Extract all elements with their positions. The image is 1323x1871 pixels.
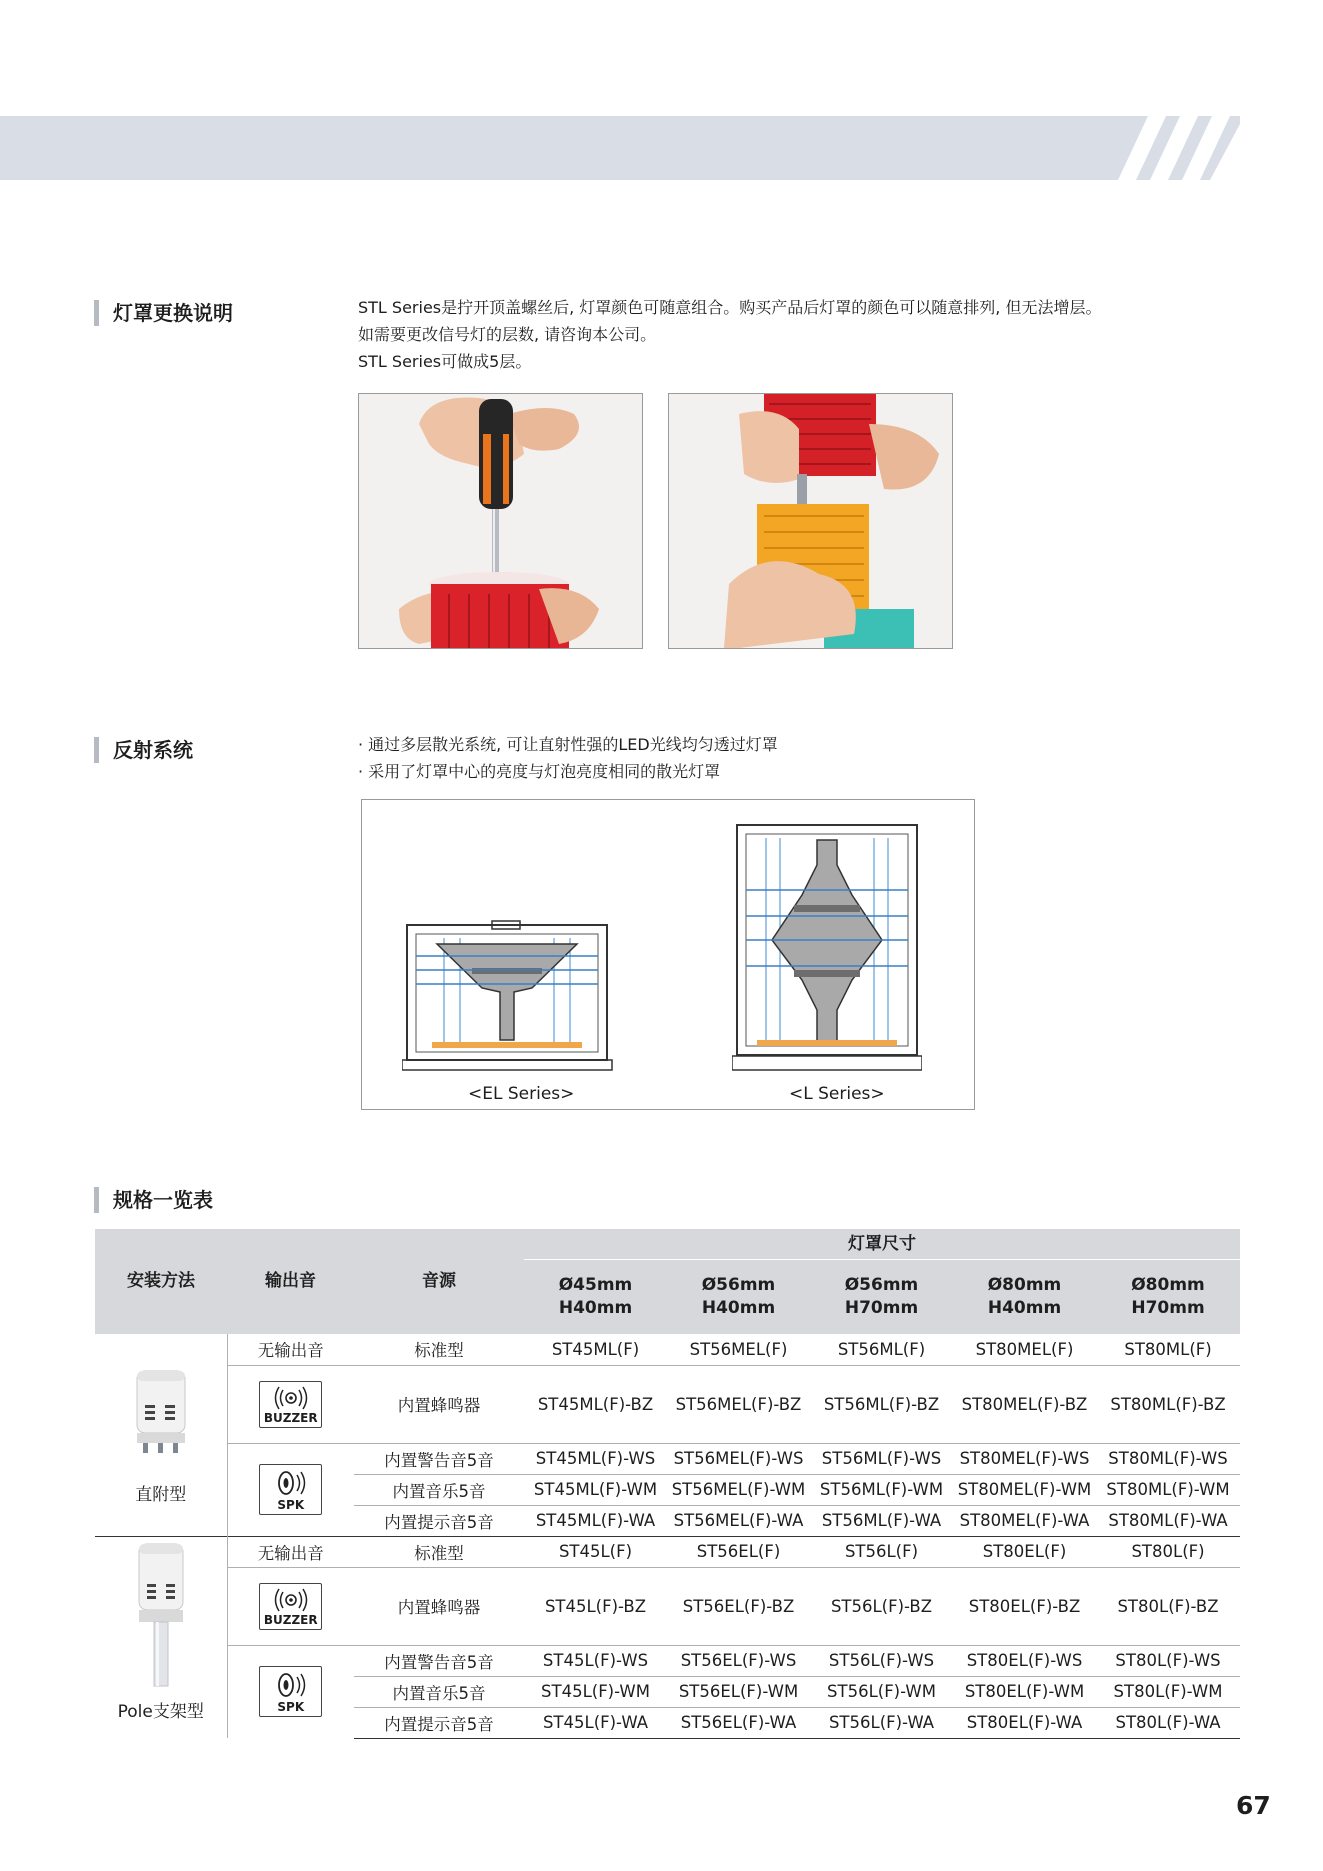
model-cell: ST80MEL(F) [975, 1339, 1074, 1359]
header-dim: Ø80mm H40mm [953, 1260, 1096, 1335]
model-cell: ST80L(F)-WA [1096, 1707, 1240, 1738]
model-cell: ST80EL(F) [953, 1536, 1096, 1567]
mount-label-direct: 直附型 [135, 1485, 187, 1505]
model-cell: ST45ML(F)-BZ [524, 1365, 667, 1443]
model-cell: ST80EL(F)-WS [953, 1645, 1096, 1676]
output-spk-cell [227, 1645, 354, 1738]
spec-table [95, 1229, 1240, 1739]
model-cell: ST56EL(F)-WM [667, 1676, 810, 1707]
model-cell: ST80MEL(F)-WM [953, 1474, 1096, 1505]
table-row [95, 1567, 1240, 1645]
description-line: STL Series可做成5层。 [358, 352, 532, 371]
bullet-line: · 采用了灯罩中心的亮度与灯泡亮度相同的散光灯罩 [358, 762, 721, 781]
model-cell: ST45L(F)-WS [524, 1645, 667, 1676]
model-cell: ST80MEL(F)-BZ [953, 1365, 1096, 1443]
source-cell: 内置蜂鸣器 [354, 1567, 524, 1645]
header-lens-size: 灯罩尺寸 [524, 1229, 1240, 1260]
model-cell: ST80EL(F)-WM [953, 1676, 1096, 1707]
section-title-spec-list: 规格一览表 [94, 1187, 213, 1213]
model-cell: ST56MEL(F)-WS [667, 1443, 810, 1474]
spk-badge-label: SPK [277, 1498, 305, 1512]
source-cell: 内置音乐5音 [354, 1676, 524, 1707]
model-cell: ST45ML(F) [551, 1339, 640, 1359]
model-cell: ST80ML(F)-WS [1096, 1443, 1240, 1474]
l-series-caption: <L Series> [789, 1084, 885, 1104]
buzzer-badge [259, 1381, 322, 1428]
reflection-system-bullets [358, 731, 778, 785]
model-cell: ST45L(F)-WA [524, 1707, 667, 1738]
mount-cell-pole [95, 1536, 227, 1738]
description-line: 如需要更改信号灯的层数, 请咨询本公司。 [358, 325, 657, 344]
header-dim: Ø80mm H70mm [1096, 1260, 1240, 1335]
table-row [95, 1334, 1240, 1365]
speaker-icon [266, 1670, 316, 1700]
el-series-caption: <EL Series> [468, 1084, 575, 1104]
model-cell: ST80MEL(F)-WA [953, 1505, 1096, 1536]
output-none: 无输出音 [227, 1536, 354, 1567]
header-mount: 安装方法 [95, 1229, 227, 1334]
l-series-diagram [732, 820, 922, 1078]
model-cell: ST45ML(F)-WA [524, 1505, 667, 1536]
bullet-line: · 通过多层散光系统, 可让直射性强的LED光线均匀透过灯罩 [358, 735, 778, 754]
model-cell: ST45ML(F)-WS [524, 1443, 667, 1474]
model-cell: ST56ML(F)-WA [810, 1505, 953, 1536]
model-cell: ST45L(F)-BZ [524, 1567, 667, 1645]
model-cell: ST56L(F)-WA [810, 1707, 953, 1738]
model-cell: ST45ML(F)-WM [524, 1474, 667, 1505]
model-cell: ST56L(F)-WS [810, 1645, 953, 1676]
spk-badge [259, 1666, 322, 1717]
reflection-diagram-panel [361, 799, 975, 1110]
header-dim: Ø45mm H40mm [524, 1260, 667, 1335]
source-cell: 内置警告音5音 [354, 1645, 524, 1676]
model-cell: ST56EL(F)-WS [667, 1645, 810, 1676]
table-row [95, 1645, 1240, 1676]
model-cell: ST80ML(F)-WM [1096, 1474, 1240, 1505]
model-cell: ST80ML(F) [1124, 1339, 1212, 1359]
output-buzzer-cell [227, 1567, 354, 1645]
direct-mount-icon [131, 1369, 191, 1464]
source-cell: 内置警告音5音 [354, 1443, 524, 1474]
model-cell: ST56L(F)-BZ [810, 1567, 953, 1645]
source-cell: 标准型 [354, 1536, 524, 1567]
section-title-reflection-system: 反射系统 [94, 737, 193, 763]
source-cell: 内置蜂鸣器 [354, 1365, 524, 1443]
source-cell: 内置提示音5音 [354, 1707, 524, 1738]
model-cell: ST80L(F)-BZ [1096, 1567, 1240, 1645]
output-none: 无输出音 [227, 1334, 354, 1365]
model-cell: ST80EL(F)-BZ [953, 1567, 1096, 1645]
mount-label-pole: Pole支架型 [117, 1701, 204, 1722]
model-cell: ST56MEL(F)-WA [667, 1505, 810, 1536]
source-cell: 内置提示音5音 [354, 1505, 524, 1536]
speaker-icon [266, 1468, 316, 1498]
model-cell: ST45L(F)-WM [524, 1676, 667, 1707]
description-line: STL Series是拧开顶盖螺丝后, 灯罩颜色可随意组合。购买产品后灯罩的颜色可以随意排列, 但无法增层。 [358, 298, 1102, 317]
model-cell: ST56MEL(F) [689, 1339, 788, 1359]
model-cell: ST80MEL(F)-WS [953, 1443, 1096, 1474]
table-row [95, 1365, 1240, 1443]
header-dim: Ø56mm H40mm [667, 1260, 810, 1335]
buzzer-badge-label: BUZZER [263, 1612, 318, 1627]
model-cell: ST56L(F)-WM [810, 1676, 953, 1707]
photo-separate-lens-units [668, 393, 953, 649]
header-source: 音源 [354, 1229, 524, 1334]
page-number: 67 [1236, 1791, 1271, 1820]
buzzer-badge-label: BUZZER [263, 1410, 318, 1425]
model-cell: ST80L(F)-WS [1096, 1645, 1240, 1676]
model-cell: ST56EL(F)-WA [667, 1707, 810, 1738]
model-cell: ST56L(F) [810, 1536, 953, 1567]
pole-mount-icon [131, 1542, 191, 1687]
model-cell: ST56MEL(F)-WM [667, 1474, 810, 1505]
model-cell: ST80L(F) [1096, 1536, 1240, 1567]
mount-cell-direct [95, 1334, 227, 1536]
model-cell: ST56EL(F) [667, 1536, 810, 1567]
buzzer-badge [259, 1583, 322, 1630]
model-cell: ST80L(F)-WM [1096, 1676, 1240, 1707]
source-cell: 内置音乐5音 [354, 1474, 524, 1505]
section-title-lens-replacement: 灯罩更换说明 [94, 300, 233, 326]
brand-stripes-graphic [1110, 116, 1245, 180]
model-cell: ST80ML(F)-WA [1096, 1505, 1240, 1536]
model-cell: ST80ML(F)-BZ [1096, 1365, 1240, 1443]
model-cell: ST56MEL(F)-BZ [667, 1365, 810, 1443]
header-band [0, 116, 1240, 180]
model-cell: ST56ML(F) [837, 1339, 926, 1359]
model-cell: ST56ML(F)-BZ [810, 1365, 953, 1443]
lens-replacement-description [358, 294, 1101, 375]
model-cell: ST45L(F) [524, 1536, 667, 1567]
output-buzzer-cell [227, 1365, 354, 1443]
spk-badge [259, 1464, 322, 1515]
table-row [95, 1536, 1240, 1567]
buzzer-icon [266, 1587, 316, 1613]
el-series-diagram [402, 920, 622, 1078]
model-cell: ST56ML(F)-WM [810, 1474, 953, 1505]
spk-badge-label: SPK [277, 1700, 305, 1715]
header-output: 输出音 [227, 1229, 354, 1334]
source-cell: 标准型 [414, 1341, 464, 1361]
photo-unscrew-top-cover [358, 393, 643, 649]
model-cell: ST56EL(F)-BZ [667, 1567, 810, 1645]
table-row [95, 1443, 1240, 1474]
model-cell: ST56ML(F)-WS [810, 1443, 953, 1474]
buzzer-icon [266, 1385, 316, 1411]
output-spk-cell [227, 1443, 354, 1536]
model-cell: ST80EL(F)-WA [953, 1707, 1096, 1738]
header-dim: Ø56mm H70mm [810, 1260, 953, 1335]
